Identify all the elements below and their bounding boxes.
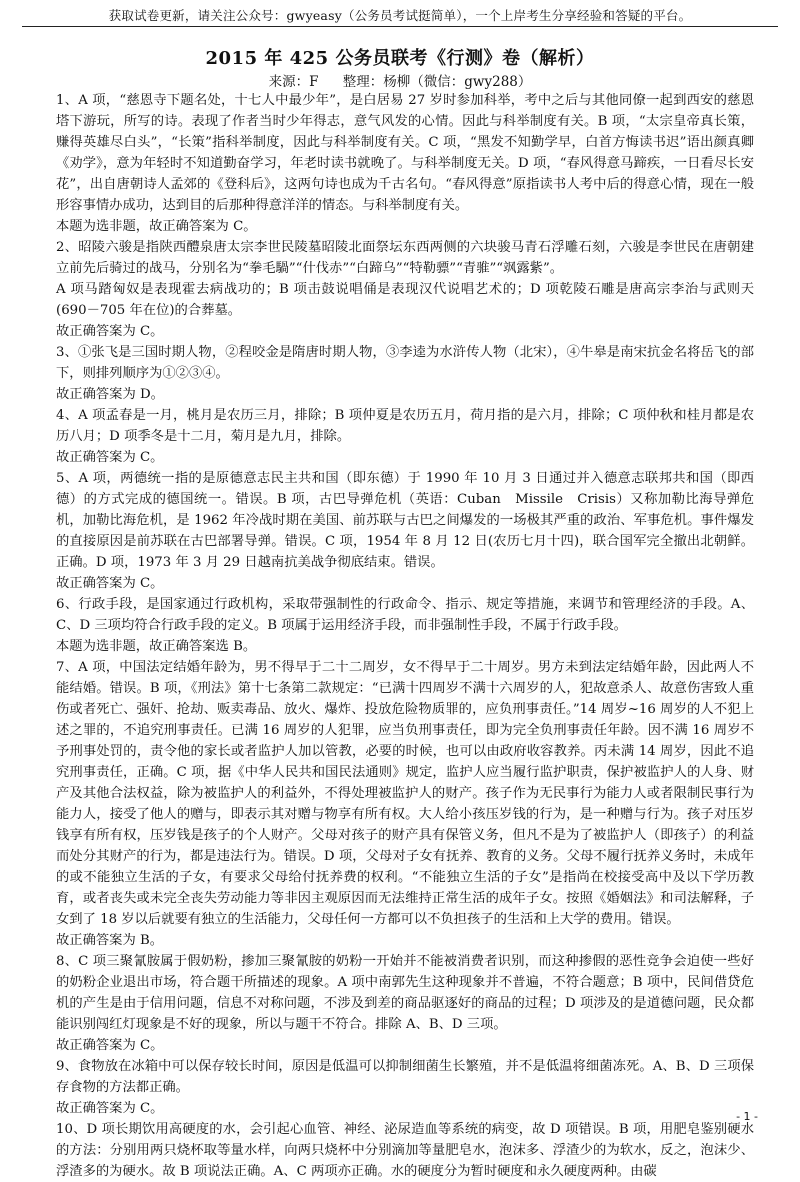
paragraph: 故正确答案为 D。 <box>56 387 164 402</box>
header-divider <box>22 26 778 27</box>
page-number: - 1 - <box>736 1110 758 1123</box>
paragraph: 1、A 项，“慈恩寺下题名处，十七人中最少年”，是白居易 27 岁时参加科举，考中之后与其他同僚一起到西安的慈恩塔下游玩，所写的诗。表现了作者当时少年得志，意气风发的心情。因此与科举制度有关。B 项，“太宗皇帝真长策，赚得英雄尽白头”，“长策”指科举制度，因此与科举制度有关。C 项，“黑发不知勤学早，白首方悔读书迟”语出颜真卿《劝学》，意为年轻时不知道勤奋学习，年老时读书就晚了。与科举制度无关。D 项，“春风得意马蹄疾，一日看尽长安花”，出自唐朝诗人孟郊的《登科后》，这两句诗也成为千古名句。“春风得意”原指读书人考中后的得意心情，现在一般形容事情办成功，达到目的后那种得意洋洋的情态。与科举制度有关。 <box>56 93 754 213</box>
header-notice: 获取试卷更新，请关注公众号：gwyeasy（公务员考试挺简单），一个上岸考生分享经验和答疑的平台。 <box>108 8 692 23</box>
paragraph: 故正确答案为 C。 <box>56 450 164 465</box>
paragraph: 6、行政手段，是国家通过行政机构，采取带强制性的行政命令、指示、规定等措施，来调节和管理经济的手段。A、C、D 三项均符合行政手段的定义。B 项属于运用经济手段，而非强制性手段，不属于行政手段。 <box>56 597 754 633</box>
paragraph: A 项马踏匈奴是表现霍去病战功的；B 项击鼓说唱俑是表现汉代说唱艺术的；D 项乾陵石雕是唐高宗李治与武则天(690－705 年在位)的合葬墓。 <box>56 282 754 318</box>
source-line <box>0 70 800 90</box>
document-title: 2015 年 425 公务员联考《行测》卷（解析） <box>205 48 595 69</box>
paragraph: 本题为选非题，故正确答案选 B。 <box>56 639 257 654</box>
paragraph: 本题为选非题，故正确答案为 C。 <box>56 219 257 234</box>
source-from: 来源：F <box>268 74 319 90</box>
paragraph: 2、昭陵六骏是指陕西醴泉唐太宗李世民陵墓昭陵北面祭坛东西两侧的六块骏马青石浮雕石刻，六骏是李世民在唐朝建立前先后骑过的战马，分别名为“拳毛騧”“什伐赤”“白蹄乌”“特勒骠”“青骓”“飒露紫”。 <box>56 240 754 276</box>
paragraph: 故正确答案为 C。 <box>56 324 164 339</box>
paragraph: 9、食物放在冰箱中可以保存较长时间，原因是低温可以抑制细菌生长繁殖，并不是低温将细菌冻死。A、B、D 三项保存食物的方法都正确。 <box>56 1059 754 1095</box>
paragraph: 4、A 项孟春是一月，桃月是农历三月，排除；B 项仲夏是农历五月，荷月指的是六月，排除；C 项仲秋和桂月都是农历八月；D 项季冬是十二月，菊月是九月，排除。 <box>56 408 754 444</box>
paragraph: 故正确答案为 B。 <box>56 933 164 948</box>
document-body <box>56 90 754 1182</box>
paragraph: 8、C 项三聚氰胺属于假奶粉，掺加三聚氰胺的奶粉一开始并不能被消费者识别，而这种掺假的恶性竞争会迫使一些好的奶粉企业退出市场，符合题干所描述的现象。A 项中南郭先生这种现象并不普遍，不符合题意；B 项中，民间借贷危机的产生是由于信用问题，信息不对称问题，不涉及到差的商品驱逐好的商品的过程；D 项涉及的是道德问题，民众都能识别闯红灯现象是不好的现象，所以与题干不符合。排除 A、B、D 三项。 <box>56 954 754 1032</box>
paragraph: 5、A 项，两德统一指的是原德意志民主共和国（即东德）于 1990 年 10 月 3 日通过并入德意志联邦共和国（即西德）的方式完成的德国统一。错误。B 项，古巴导弹危机（英语：Cuban Missile Crisis）又称加勒比海导弹危机，加勒比海危机，是 1962 年冷战时期在美国、前苏联与古巴之间爆发的一场极其严重的政治、军事危机。事件爆发的直接原因是前苏联在古巴部署导弹。错误。C 项，1954 年 8 月 12 日(农历七月十四)，联合国军完全撤出北朝鲜。正确。D 项，1973 年 3 月 29 日越南抗美战争彻底结束。错误。 <box>56 471 754 570</box>
paragraph: 故正确答案为 C。 <box>56 1038 164 1053</box>
paragraph: 10、D 项长期饮用高硬度的水，会引起心血管、神经、泌尿造血等系统的病变，故 D 项错误。B 项，用肥皂鉴别硬水的方法：分别用两只烧杯取等量水样，向两只烧杯中分别滴加等量肥皂水，泡沫多、浮渣少的为软水，反之，泡沫少、浮渣多的为硬水。故 B 项说法正确。A、C 两项亦正确。水的硬度分为暂时硬度和永久硬度两种。由碳 <box>56 1122 754 1179</box>
source-editor: 整理：杨柳（微信：gwy288） <box>342 74 532 90</box>
paragraph: 故正确答案为 C。 <box>56 1101 164 1116</box>
paragraph: 故正确答案为 C。 <box>56 576 164 591</box>
paragraph: 7、A 项，中国法定结婚年龄为，男不得早于二十二周岁，女不得早于二十周岁。男方未到法定结婚年龄，因此两人不能结婚。错误。B 项，《刑法》第十七条第二款规定：“已满十四周岁不满十六周岁的人，犯故意杀人、故意伤害致人重伤或者死亡、强奸、抢劫、贩卖毒品、放火、爆炸、投放危险物质罪的，应负刑事责任。”14 周岁~16 周岁的人不犯上述之罪的，不追究刑事责任。已满 16 周岁的人犯罪，应当负刑事责任，即为完全负刑事责任年龄。因不满 16 周岁不予刑事处罚的，责令他的家长或者监护人加以管教，必要的时候，也可以由政府收容教养。丙未满 14 周岁，因此不追究刑事责任，正确。C 项，据《中华人民共和国民法通则》规定，监护人应当履行监护职责，保护被监护人的人身、财产及其他合法权益，除为被监护人的利益外，不得处理被监护人的财产。孩子作为无民事行为能力人或者限制民事行为能力人，接受了他人的赠与，即表示其对赠与物享有所有权。大人给小孩压岁钱的行为，是一种赠与行为。孩子对压岁钱享有所有权，压岁钱是孩子的个人财产。父母对孩子的财产具有保管义务，但凡不是为了被监护人（即孩子）的利益而处分其财产的行为，都是违法行为。错误。D 项，父母对子女有抚养、教育的义务。父母不履行抚养义务时，未成年的或不能独立生活的子女，有要求父母给付抚养费的权利。“不能独立生活的子女”是指尚在校接受高中及以下学历教育，或者丧失或未完全丧失劳动能力等非因主观原因而无法维持正常生活的成年子女。按照《婚姻法》和司法解释，子女到了 18 岁以后就要有独立的生活能力，父母任何一方都可以不负担孩子的生活和上大学的费用。错误。 <box>56 660 754 927</box>
paragraph: 3、①张飞是三国时期人物，②程咬金是隋唐时期人物，③李逵为水浒传人物（北宋），④牛皋是南宋抗金名将岳飞的部下，则排列顺序为①②③④。 <box>56 345 754 381</box>
